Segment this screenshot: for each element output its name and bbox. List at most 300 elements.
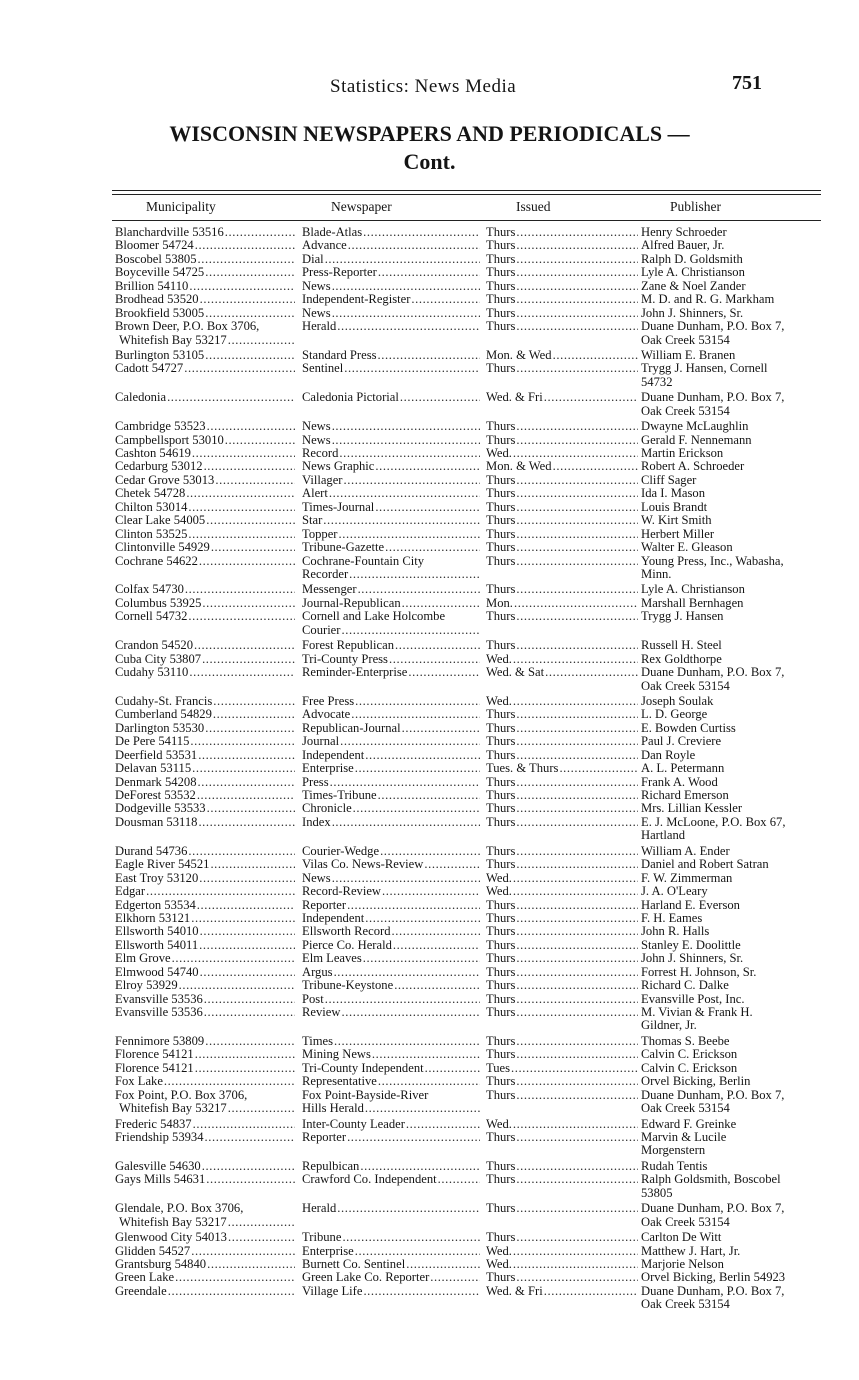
issued-value: Mon. & Wed ..... xyxy=(486,460,638,473)
issued-value: Thurs ..... xyxy=(486,1035,638,1048)
dot-leader xyxy=(402,597,480,610)
dot-leader xyxy=(389,653,480,666)
newspaper-cell xyxy=(302,1173,480,1186)
issued-value: Wed. ..... xyxy=(486,1258,638,1271)
table-row xyxy=(0,349,859,362)
publisher-cell xyxy=(641,487,841,500)
publisher-cell xyxy=(641,939,841,952)
table-row xyxy=(0,474,859,487)
dot-leader xyxy=(332,307,480,320)
newspaper-cell xyxy=(302,1245,480,1258)
newspaper-name: Star ..... xyxy=(302,514,480,527)
dot-leader xyxy=(516,293,638,306)
issued-cell xyxy=(486,1285,638,1298)
issued-value: Thurs ..... xyxy=(486,749,638,762)
publisher-name: Harland E. Everson xyxy=(641,898,740,912)
dot-leader xyxy=(228,1216,295,1229)
table-row xyxy=(0,1173,859,1202)
municipality-text: Ellsworth 54010 ..... xyxy=(115,925,295,938)
dot-leader xyxy=(511,1062,638,1075)
newspaper-name: Advocate ..... xyxy=(302,708,480,721)
municipality-cell xyxy=(115,307,295,320)
municipality-cell xyxy=(115,735,295,748)
dot-leader xyxy=(213,708,295,721)
issued-value: Thurs ..... xyxy=(486,320,638,333)
table-row xyxy=(0,293,859,306)
issued-value: Thurs ..... xyxy=(486,514,638,527)
newspaper-cell xyxy=(302,501,480,514)
newspaper-cell xyxy=(302,1006,480,1019)
newspaper-name: Independent ..... xyxy=(302,749,480,762)
dot-leader xyxy=(199,872,295,885)
municipality-cell xyxy=(115,362,295,375)
issued-value: Thurs ..... xyxy=(486,541,638,554)
dot-leader xyxy=(365,749,480,762)
newspaper-cell xyxy=(302,420,480,433)
municipality-text: Ellsworth 54011 ..... xyxy=(115,939,295,952)
municipality-text: DeForest 53532 ..... xyxy=(115,789,295,802)
newspaper-cell xyxy=(302,885,480,898)
issued-value: Thurs ..... xyxy=(486,487,638,500)
table-row xyxy=(0,1118,859,1131)
table-row xyxy=(0,1075,859,1088)
dot-leader xyxy=(193,1118,295,1131)
table-row xyxy=(0,749,859,762)
publisher-name: Frank A. Wood xyxy=(641,775,718,789)
dot-leader xyxy=(516,912,638,925)
issued-value: Thurs ..... xyxy=(486,293,638,306)
newspaper-cell xyxy=(302,597,480,610)
municipality-cell xyxy=(115,501,295,514)
newspaper-name: Sentinel ..... xyxy=(302,362,480,375)
municipality-cell xyxy=(115,639,295,652)
municipality-text: Cochrane 54622 ..... xyxy=(115,555,295,568)
publisher-name: Herbert Miller xyxy=(641,527,715,541)
municipality-text: Boscobel 53805 ..... xyxy=(115,253,295,266)
publisher-cell xyxy=(641,1245,841,1258)
table-row xyxy=(0,952,859,965)
newspaper-name: Enterprise ..... xyxy=(302,1245,480,1258)
dot-leader xyxy=(516,266,638,279)
municipality-cell xyxy=(115,993,295,1006)
municipality-cell xyxy=(115,1160,295,1173)
dot-leader xyxy=(355,1245,480,1258)
publisher-cell xyxy=(641,952,841,965)
dot-leader xyxy=(195,239,295,252)
dot-leader xyxy=(205,1131,295,1144)
dot-leader xyxy=(225,434,295,447)
issued-value: Thurs ..... xyxy=(486,1160,638,1173)
dot-leader xyxy=(395,639,480,652)
dot-leader xyxy=(329,487,480,500)
table-row xyxy=(0,1160,859,1173)
newspaper-cell xyxy=(302,320,480,333)
dot-leader xyxy=(375,460,480,473)
newspaper-name: Representative ..... xyxy=(302,1075,480,1088)
municipality-cell xyxy=(115,845,295,858)
dot-leader xyxy=(198,253,295,266)
newspaper-cell xyxy=(302,528,480,541)
publisher-name: Oak Creek 53154 xyxy=(641,1297,730,1312)
municipality-text: Clear Lake 54005 ..... xyxy=(115,514,295,527)
dot-leader xyxy=(207,420,295,433)
dot-leader xyxy=(516,1035,638,1048)
dot-leader xyxy=(228,1102,295,1115)
table-row xyxy=(0,966,859,979)
newspaper-name: Caledonia Pictorial ..... xyxy=(302,391,480,404)
issued-cell xyxy=(486,845,638,858)
municipality-text: East Troy 53120 ..... xyxy=(115,872,295,885)
municipality-text: Bloomer 54724 ..... xyxy=(115,239,295,252)
publisher-name: Orvel Bicking, Berlin 54923 xyxy=(641,1271,786,1285)
dot-leader xyxy=(198,749,295,762)
dot-leader xyxy=(430,1271,480,1284)
issued-cell xyxy=(486,583,638,596)
dot-leader xyxy=(172,952,295,965)
municipality-text: Cambridge 53523 ..... xyxy=(115,420,295,433)
dot-leader xyxy=(334,966,480,979)
municipality-text: Darlington 53530 ..... xyxy=(115,722,295,735)
municipality-text: Glidden 54527 ..... xyxy=(115,1245,295,1258)
newspaper-cell xyxy=(302,1160,480,1173)
dot-leader xyxy=(215,474,295,487)
publisher-name: Edward F. Greinke xyxy=(641,1117,737,1131)
newspaper-name: Review ..... xyxy=(302,1006,480,1019)
newspaper-cell xyxy=(302,816,480,829)
dot-leader xyxy=(559,762,638,775)
issued-value: Tues. & Thurs ..... xyxy=(486,762,638,775)
issued-cell xyxy=(486,280,638,293)
publisher-cell xyxy=(641,1062,841,1075)
dot-leader xyxy=(198,776,296,789)
newspaper-cell xyxy=(302,695,480,708)
table-row xyxy=(0,501,859,514)
dot-leader xyxy=(348,239,480,252)
dot-leader xyxy=(168,1285,295,1298)
dot-leader xyxy=(206,514,295,527)
issued-cell xyxy=(486,293,638,306)
issued-cell xyxy=(486,1245,638,1258)
municipality-cell xyxy=(115,528,295,541)
dot-leader xyxy=(191,1245,295,1258)
dot-leader xyxy=(188,528,295,541)
table-row xyxy=(0,253,859,266)
dot-leader xyxy=(513,1258,638,1271)
municipality-cell xyxy=(115,885,295,898)
publisher-name: William A. Ender xyxy=(641,844,730,858)
municipality-text: Elmwood 54740 ..... xyxy=(115,966,295,979)
municipality-cell xyxy=(115,474,295,487)
dot-leader xyxy=(516,610,638,623)
issued-cell xyxy=(486,362,638,375)
newspaper-name: News ..... xyxy=(302,420,480,433)
municipality-text: Florence 54121 ..... xyxy=(115,1062,295,1075)
table-row xyxy=(0,653,859,666)
dot-leader xyxy=(516,1075,638,1088)
issued-cell xyxy=(486,749,638,762)
municipality-cell xyxy=(115,1118,295,1131)
dot-leader xyxy=(513,1118,638,1131)
municipality-text: Blanchardville 53516 ..... xyxy=(115,226,295,239)
issued-cell xyxy=(486,872,638,885)
publisher-name: Oak Creek 53154 xyxy=(641,403,730,418)
column-header-issued: Issued xyxy=(516,199,551,214)
municipality-cell xyxy=(115,939,295,952)
dot-leader xyxy=(516,899,638,912)
issued-value: Thurs ..... xyxy=(486,362,638,375)
issued-cell xyxy=(486,1118,638,1131)
dot-leader xyxy=(332,280,480,293)
newspaper-cell xyxy=(302,514,480,527)
publisher-cell xyxy=(641,501,841,514)
publisher-cell xyxy=(641,666,841,693)
issued-cell xyxy=(486,555,638,568)
issued-value: Thurs ..... xyxy=(486,1202,638,1215)
issued-cell xyxy=(486,226,638,239)
issued-value: Thurs ..... xyxy=(486,307,638,320)
issued-cell xyxy=(486,266,638,279)
publisher-cell xyxy=(641,528,841,541)
publisher-name: Gerald F. Nennemann xyxy=(641,433,752,447)
publisher-cell xyxy=(641,583,841,596)
newspaper-cell xyxy=(302,266,480,279)
newspaper-cell xyxy=(302,735,480,748)
dot-leader xyxy=(341,1006,480,1019)
page-title-line-1: WISCONSIN NEWSPAPERS AND PERIODICALS — xyxy=(169,121,690,146)
newspaper-name: Blade-Atlas ..... xyxy=(302,226,480,239)
dot-leader xyxy=(378,1075,480,1088)
municipality-text: Cudahy-St. Francis ..... xyxy=(115,695,295,708)
dot-leader xyxy=(325,993,480,1006)
publisher-cell xyxy=(641,912,841,925)
municipality-text: Fennimore 53809 ..... xyxy=(115,1035,295,1048)
municipality-cell xyxy=(115,749,295,762)
dot-leader xyxy=(355,762,480,775)
column-header-municipality: Municipality xyxy=(146,199,216,214)
issued-cell xyxy=(486,735,638,748)
dot-leader xyxy=(146,885,295,898)
table-row xyxy=(0,845,859,858)
column-header-newspaper: Newspaper xyxy=(331,199,392,214)
table-row xyxy=(0,597,859,610)
issued-value: Thurs ..... xyxy=(486,434,638,447)
municipality-cell xyxy=(115,1285,295,1298)
publisher-name: Calvin C. Erickson xyxy=(641,1061,738,1075)
publisher-cell xyxy=(641,266,841,279)
municipality-text: Clinton 53525 ..... xyxy=(115,528,295,541)
municipality-cell xyxy=(115,597,295,610)
municipality-text: Cashton 54619 ..... xyxy=(115,447,295,460)
table-row xyxy=(0,722,859,735)
publisher-name: Duane Dunham, P.O. Box 7, xyxy=(641,1088,785,1102)
issued-cell xyxy=(486,979,638,992)
newspaper-cell xyxy=(302,912,480,925)
municipality-text: Green Lake ..... xyxy=(115,1271,295,1284)
publisher-name: Morgenstern xyxy=(641,1143,706,1158)
issued-value: Thurs ..... xyxy=(486,420,638,433)
issued-value: Thurs ..... xyxy=(486,925,638,938)
issued-cell xyxy=(486,610,638,623)
dot-leader xyxy=(211,541,295,554)
publisher-cell xyxy=(641,597,841,610)
municipality-cell xyxy=(115,1202,295,1229)
municipality-text: Columbus 53925 ..... xyxy=(115,597,295,610)
publisher-name: William E. Branen xyxy=(641,348,736,362)
issued-value: Thurs ..... xyxy=(486,528,638,541)
newspaper-name: Advance ..... xyxy=(302,239,480,252)
newspaper-cell xyxy=(302,487,480,500)
issued-value: Thurs ..... xyxy=(486,722,638,735)
publisher-name: Oak Creek 53154 xyxy=(641,1101,730,1116)
municipality-text: Evansville 53536 ..... xyxy=(115,993,295,1006)
issued-cell xyxy=(486,816,638,829)
dot-leader xyxy=(213,695,295,708)
table-row xyxy=(0,762,859,775)
publisher-cell xyxy=(641,653,841,666)
page-number: 751 xyxy=(732,72,762,94)
municipality-text: Dodgeville 53533 ..... xyxy=(115,802,295,815)
municipality-text: Fox Point, P.O. Box 3706, xyxy=(115,1088,248,1102)
publisher-name: Joseph Soulak xyxy=(641,694,714,708)
dot-leader xyxy=(188,845,295,858)
newspaper-name: Free Press ..... xyxy=(302,695,480,708)
municipality-text: Brillion 54110 ..... xyxy=(115,280,295,293)
publisher-cell xyxy=(641,541,841,554)
dot-leader xyxy=(167,391,295,404)
newspaper-cell xyxy=(302,722,480,735)
publisher-name: Calvin C. Erickson xyxy=(641,1048,738,1062)
newspaper-cell xyxy=(302,1062,480,1075)
municipality-cell xyxy=(115,610,295,623)
publisher-name: Thomas S. Beebe xyxy=(641,1034,730,1048)
municipality-text: De Pere 54115 ..... xyxy=(115,735,295,748)
issued-cell xyxy=(486,434,638,447)
dot-leader xyxy=(349,568,480,581)
publisher-cell xyxy=(641,735,841,748)
dot-leader xyxy=(210,858,295,871)
top-double-rule-1 xyxy=(112,190,821,191)
issued-cell xyxy=(486,514,638,527)
newspaper-name: Herald ..... xyxy=(302,1202,480,1215)
publisher-name: Duane Dunham, P.O. Box 7, xyxy=(641,320,785,334)
municipality-text: Colfax 54730 ..... xyxy=(115,583,295,596)
issued-value: Thurs ..... xyxy=(486,266,638,279)
municipality-text: Cornell 54732 ..... xyxy=(115,610,295,623)
publisher-name: Dan Royle xyxy=(641,748,696,762)
issued-cell xyxy=(486,708,638,721)
dot-leader xyxy=(342,1231,480,1244)
table-column-headers xyxy=(0,199,859,217)
publisher-name: L. D. George xyxy=(641,708,708,722)
issued-value: Wed. ..... xyxy=(486,872,638,885)
dot-leader xyxy=(188,501,295,514)
issued-value: Thurs ..... xyxy=(486,583,638,596)
publisher-name: Oak Creek 53154 xyxy=(641,1214,730,1229)
newspaper-name: Reporter ..... xyxy=(302,899,480,912)
dot-leader xyxy=(516,280,638,293)
publisher-name: Russell H. Steel xyxy=(641,639,722,653)
issued-cell xyxy=(486,420,638,433)
issued-value: Thurs ..... xyxy=(486,735,638,748)
dot-leader xyxy=(337,320,480,333)
dot-leader xyxy=(516,749,638,762)
municipality-text: Cudahy 53110 ..... xyxy=(115,666,295,679)
municipality-cell xyxy=(115,420,295,433)
publisher-cell xyxy=(641,1271,841,1284)
dot-leader xyxy=(516,966,638,979)
municipality-text: Frederic 54837 ..... xyxy=(115,1118,295,1131)
dot-leader xyxy=(205,1035,295,1048)
municipality-cell xyxy=(115,460,295,473)
newspaper-name: Reporter ..... xyxy=(302,1131,480,1144)
municipality-cell xyxy=(115,802,295,815)
issued-cell xyxy=(486,925,638,938)
issued-value: Thurs ..... xyxy=(486,501,638,514)
publisher-cell xyxy=(641,420,841,433)
municipality-text: Whitefish Bay 53217 ..... xyxy=(115,334,295,347)
dot-leader xyxy=(516,925,638,938)
issued-cell xyxy=(486,1173,638,1186)
issued-value: Wed. & Fri ..... xyxy=(486,1285,638,1298)
newspaper-cell xyxy=(302,610,480,637)
publisher-cell xyxy=(641,1285,841,1312)
publisher-name: F. H. Eames xyxy=(641,911,703,925)
newspaper-cell xyxy=(302,639,480,652)
publisher-cell xyxy=(641,280,841,293)
issued-cell xyxy=(486,1160,638,1173)
newspaper-cell xyxy=(302,952,480,965)
issued-value: Wed. ..... xyxy=(486,1245,638,1258)
dot-leader xyxy=(363,226,480,239)
publisher-cell xyxy=(641,239,841,252)
municipality-text: Burlington 53105 ..... xyxy=(115,349,295,362)
dot-leader xyxy=(200,293,295,306)
newspaper-name: Messenger ..... xyxy=(302,583,480,596)
dot-leader xyxy=(204,460,295,473)
municipality-text: Friendship 53934 ..... xyxy=(115,1131,295,1144)
issued-value: Thurs ..... xyxy=(486,789,638,802)
newspaper-name: Courier ..... xyxy=(302,624,480,637)
dot-leader xyxy=(438,1173,480,1186)
publisher-cell xyxy=(641,858,841,871)
table-row xyxy=(0,925,859,938)
municipality-text: Gays Mills 54631 ..... xyxy=(115,1173,295,1186)
municipality-cell xyxy=(115,434,295,447)
municipality-cell xyxy=(115,555,295,568)
dot-leader xyxy=(188,610,295,623)
municipality-text: Dousman 53118 ..... xyxy=(115,816,295,829)
publisher-name: Ralph D. Goldsmith xyxy=(641,252,743,266)
dot-leader xyxy=(344,362,480,375)
newspaper-name: News Graphic ..... xyxy=(302,460,480,473)
newspaper-name: Forest Republican ..... xyxy=(302,639,480,652)
dot-leader xyxy=(513,1245,638,1258)
table-row xyxy=(0,1062,859,1075)
header-rule xyxy=(112,220,821,221)
dot-leader xyxy=(516,420,638,433)
page-title-line-2: Cont. xyxy=(403,149,456,174)
publisher-cell xyxy=(641,845,841,858)
dot-leader xyxy=(393,939,480,952)
publisher-cell xyxy=(641,460,841,473)
dot-leader xyxy=(516,555,638,568)
municipality-text: Fox Lake ..... xyxy=(115,1075,295,1088)
issued-cell xyxy=(486,597,638,610)
dot-leader xyxy=(192,762,295,775)
issued-cell xyxy=(486,966,638,979)
newspaper-name: Independent ..... xyxy=(302,912,480,925)
publisher-cell xyxy=(641,872,841,885)
